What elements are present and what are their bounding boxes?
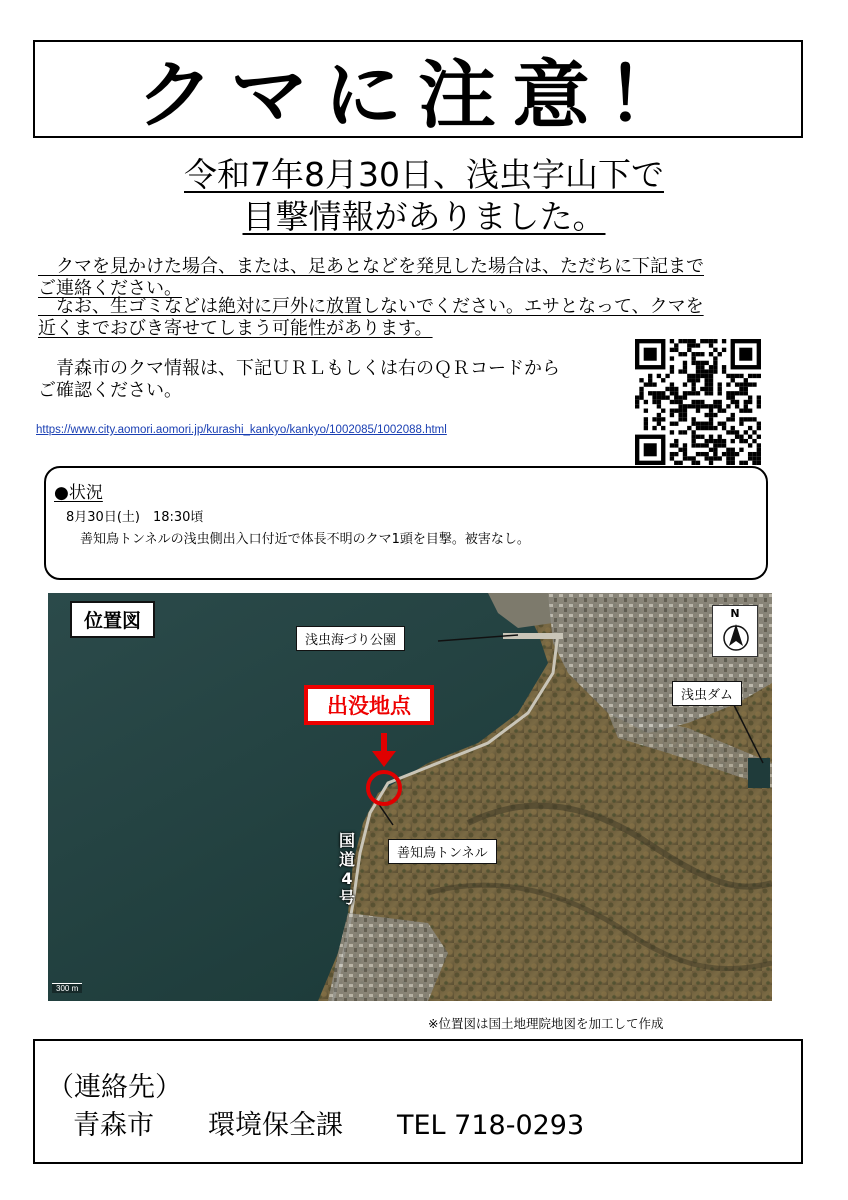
info-url-link[interactable]: https://www.city.aomori.aomori.jp/kurashi_kankyo/kankyo/1002085/1002088.html xyxy=(36,424,447,436)
qr-code[interactable] xyxy=(635,339,761,465)
notice-line: クマを見かけた場合、または、足あとなどを発見した場合は、ただちに下記まで xyxy=(38,256,704,277)
location-map xyxy=(48,593,772,1001)
headline-line-1: 令和7年8月30日、浅虫字山下で xyxy=(184,155,664,194)
page-title: クマに注意！ xyxy=(135,52,700,139)
map-credit: ※位置図は国土地理院地図を加工して作成 xyxy=(428,1016,664,1031)
headline-line-2: 目撃情報がありました。 xyxy=(242,197,606,236)
compass-arrow-icon xyxy=(713,606,759,658)
status-box xyxy=(44,466,768,580)
notice-line: ご連絡ください。 xyxy=(38,278,182,299)
notice-paragraph-info xyxy=(38,358,560,402)
notice-paragraph-garbage xyxy=(38,296,704,340)
compass xyxy=(712,605,758,657)
title-box xyxy=(33,40,803,138)
tunnel-label: 善知鳥トンネル xyxy=(388,839,497,864)
route-label: 国道4号 xyxy=(338,831,355,907)
park-label: 浅虫海づり公園 xyxy=(296,626,405,651)
status-heading: ●状況 xyxy=(54,483,103,503)
notice-line: 青森市のクマ情報は、下記ＵＲＬもしくは右のＱＲコードから xyxy=(38,358,560,379)
sighting-spot-label: 出没地点 xyxy=(304,685,434,725)
map-title: 位置図 xyxy=(70,601,155,638)
status-date: 8月30日(土) 18:30頃 xyxy=(66,510,204,525)
contact-label: （連絡先） xyxy=(47,1072,182,1103)
notice-line: 近くまでおびき寄せてしまう可能性があります。 xyxy=(38,318,433,339)
status-description: 善知鳥トンネルの浅虫側出入口付近で体長不明のクマ1頭を目撃。被害なし。 xyxy=(80,532,530,547)
qr-code-icon xyxy=(635,339,761,465)
notice-line: ご確認ください。 xyxy=(38,380,182,401)
notice-line: なお、生ゴミなどは絶対に戸外に放置しないでください。エサとなって、クマを xyxy=(38,296,704,317)
compass-north-label: N xyxy=(730,607,740,620)
map-satellite-image xyxy=(48,593,772,1001)
map-scale: 300 m xyxy=(52,983,82,993)
notice-paragraph-contact xyxy=(38,256,704,300)
contact-box xyxy=(33,1039,803,1164)
contact-info: 青森市 環境保全課 TEL 718-0293 xyxy=(73,1110,585,1141)
dam-label: 浅虫ダム xyxy=(672,681,742,706)
